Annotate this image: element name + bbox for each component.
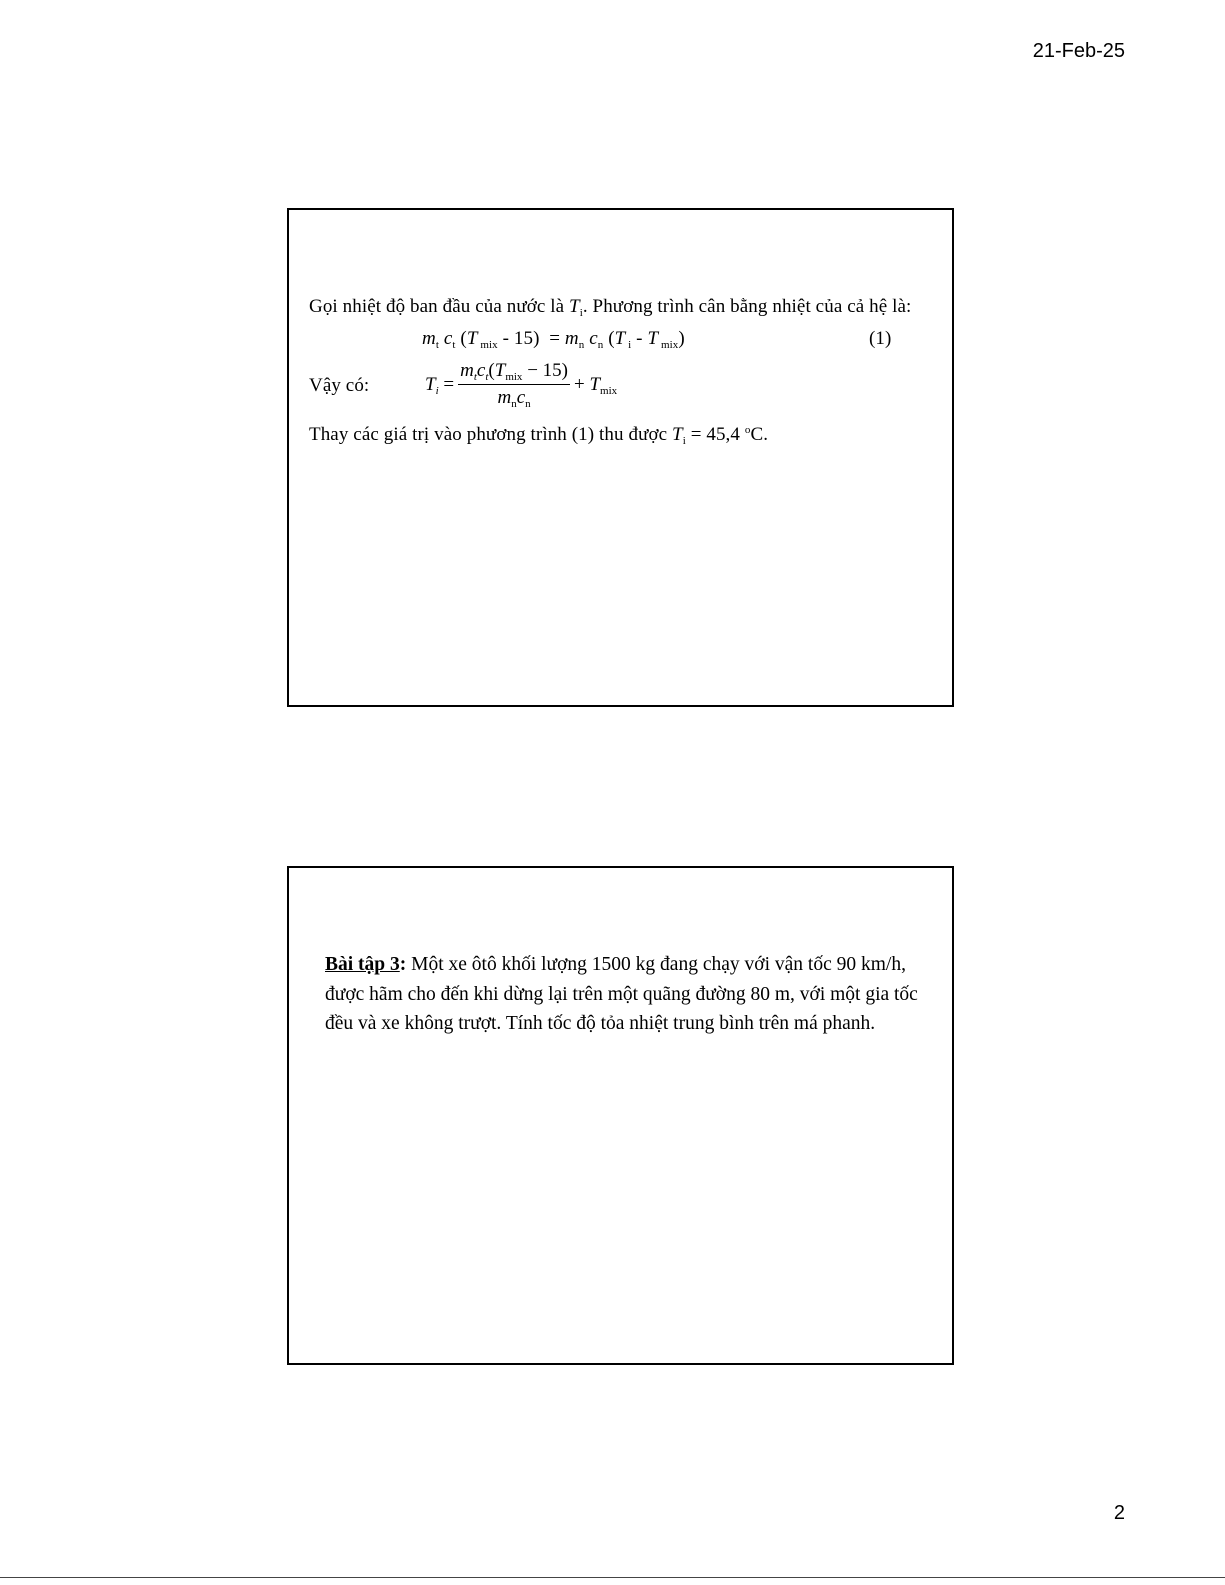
exercise-text: Một xe ôtô khối lượng 1500 kg đang chạy với vận tốc 90 km/h, được hãm cho đến khi dừng lại trên một quãng đường 80 m, với một gia tốc đều và xe không trượt. Tính tốc độ tỏa nhiệt trung bình trên má phanh. [325,954,918,1034]
header-date: 21-Feb-25 [1032,40,1125,62]
slide-1 [287,208,954,707]
intro-sentence: Gọi nhiệt độ ban đầu của nước là $T_i$. Phương trình cân bằng nhiệt của cả hệ là: [309,296,912,319]
ti-formula: $T_i$ = $\frac{m_tc_t(T_{mix} - 15)}{m_nc_n}$ + $T_{mix}$ [425,360,618,410]
equation-number: (1) [869,328,892,349]
page-number: 2 [1113,1502,1125,1524]
exercise-label: Bài tập 3 [325,954,400,975]
slide-2 [287,866,954,1365]
bottom-rule [0,1577,1225,1578]
result-sentence: Thay các giá trị vào phương trình (1) thu được $T_i = 45,4$ $^o$C. [309,424,769,447]
exercise-3: Bài tập 3: Một xe ôtô khối lượng 1500 kg đang chạy với vận tốc 90 km/h, được hãm cho đến khi dừng lại trên một quãng đường 80 m, với một gia tốc đều và xe không trượt. Tính tốc độ tỏa nhiệt trung bình trên má phanh. [325,954,918,1034]
fraction: $\frac{m_tc_t(T_{mix} - 15)}{m_nc_n}$ [460,360,568,410]
heat-balance-equation: $m_t$ $c_t$ (T $_{mix} - 15) = m_n$ $c_n$ (T $_i$ - T $_{mix}$) [422,328,685,351]
vay-co-label: Vậy có: [309,375,370,396]
